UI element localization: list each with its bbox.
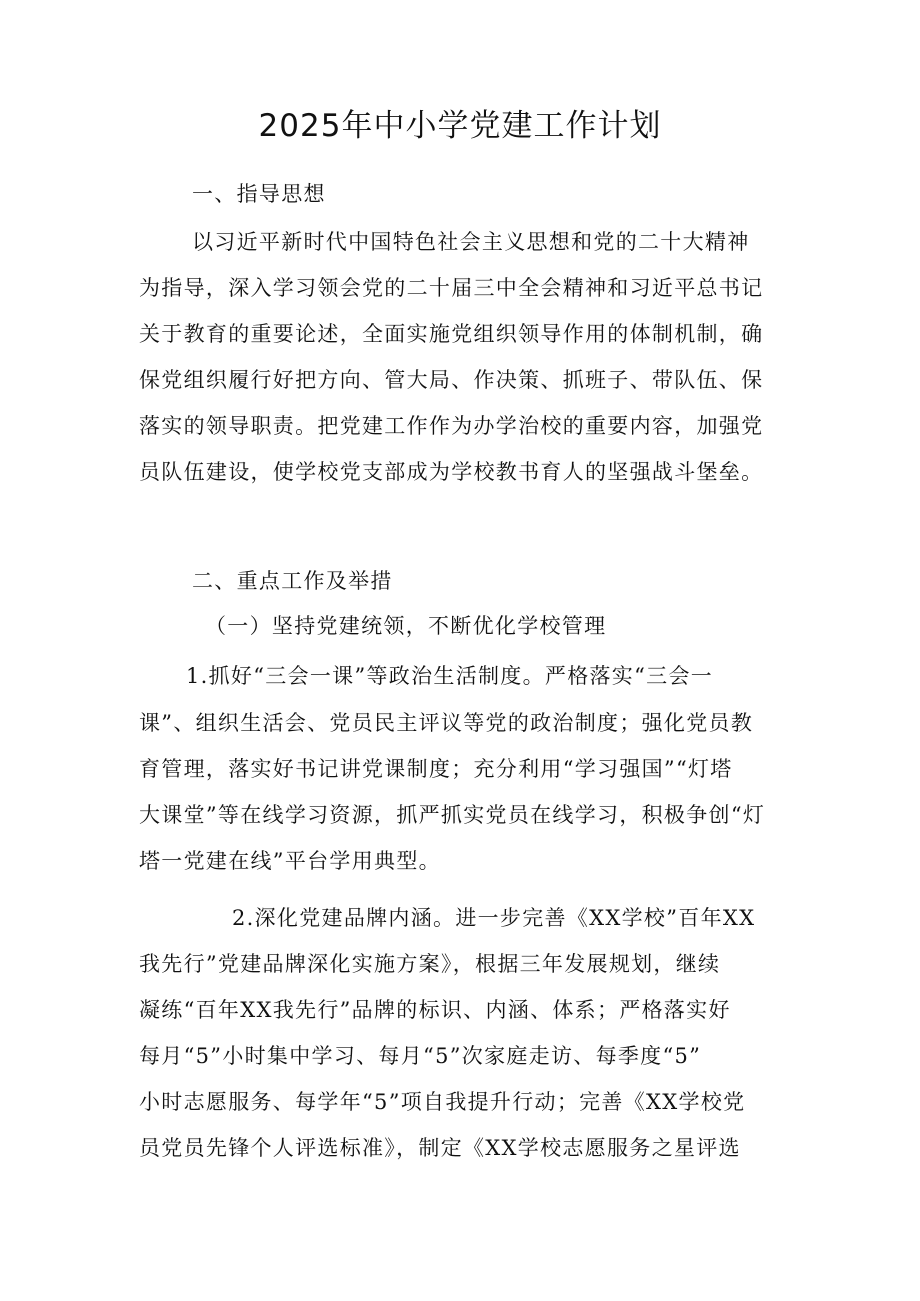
paragraph-line: 课”、组织生活会、党员民主评议等党的政治制度；强化党员教 <box>139 711 754 735</box>
paragraph-line: 以习近平新时代中国特色社会主义思想和党的二十大精神 <box>192 230 750 254</box>
paragraph-line: 2.深化党建品牌内涵。进一步完善《XX学校”百年XX <box>232 906 756 930</box>
paragraph-line: 员队伍建设，使学校党支部成为学校教书育人的坚强战斗堡垒。 <box>139 460 764 484</box>
document-title: 2025年中小学党建工作计划 <box>258 108 662 144</box>
paragraph-line: 员党员先锋个人评选标准》，制定《XX学校志愿服务之星评选 <box>139 1136 741 1160</box>
paragraph-line: 关于教育的重要论述，全面实施党组织领导作用的体制机制，确 <box>139 322 764 346</box>
paragraph-line: 每月“5”小时集中学习、每月“5”次家庭走访、每季度“5” <box>139 1044 702 1068</box>
paragraph-line: 我先行”党建品牌深化实施方案》，根据三年发展规划，继续 <box>139 952 721 976</box>
paragraph-line: 塔一党建在线”平台学用典型。 <box>139 849 441 873</box>
paragraph-line: 1.抓好“三会一课”等政治生活制度。严格落实“三会一 <box>186 664 714 688</box>
paragraph-line: 保党组织履行好把方向、管大局、作决策、抓班子、带队伍、保 <box>139 368 764 392</box>
section-heading-2: 二、重点工作及举措 <box>192 569 393 593</box>
paragraph-line: 落实的领导职责。把党建工作作为办学治校的重要内容，加强党 <box>139 414 764 438</box>
paragraph-line: 育管理，落实好书记讲党课制度；充分利用“学习强国”“灯塔 <box>139 757 733 781</box>
subsection-heading: （一）坚持党建统领，不断优化学校管理 <box>205 614 607 638</box>
paragraph-line: 为指导，深入学习领会党的二十届三中全会精神和习近平总书记 <box>139 276 764 300</box>
paragraph-line: 凝练“百年XX我先行”品牌的标识、内涵、体系；严格落实好 <box>139 998 731 1022</box>
section-heading-1: 一、指导思想 <box>192 182 326 206</box>
paragraph-line: 小时志愿服务、每学年“5”项自我提升行动；完善《XX学校党 <box>139 1090 746 1114</box>
paragraph-line: 大课堂”等在线学习资源，抓严抓实党员在线学习，积极争创“灯 <box>139 803 766 827</box>
